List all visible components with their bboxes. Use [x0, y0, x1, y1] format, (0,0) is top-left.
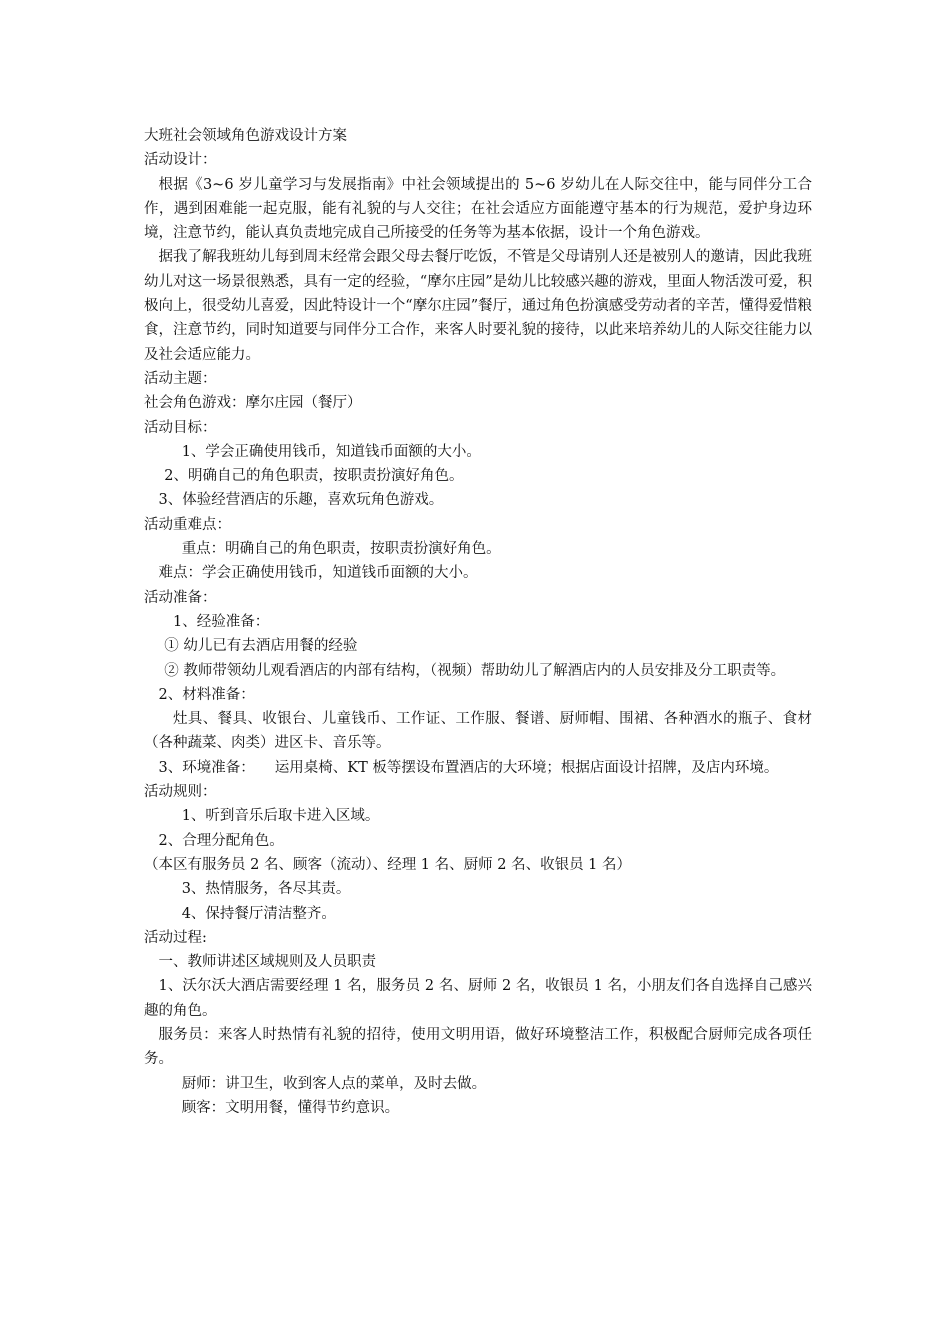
- process-step-1: 一、教师讲述区域规则及人员职责: [158, 954, 376, 971]
- prep-item-3-label: 3、环境准备：: [158, 759, 255, 776]
- rule-item-4: 4、保持餐厅清洁整齐。: [181, 905, 336, 922]
- goals-heading: 活动目标：: [144, 419, 217, 436]
- rules-heading: 活动规则：: [144, 784, 217, 801]
- prep-item-2-text: 灶具、餐具、收银台、儿童钱币、工作证、工作服、餐谱、厨师帽、围裙、各种酒水的瓶子、食材（各种蔬菜、肉类）进区卡、音乐等。: [144, 711, 812, 752]
- design-heading: 活动设计：: [144, 152, 217, 169]
- rule-item-2-detail: （本区有服务员 2 名、顾客（流动）、经理 1 名、厨师 2 名、收银员 1 名）: [144, 856, 632, 873]
- role-chef: 厨师：讲卫生，收到客人点的菜单，及时去做。: [181, 1075, 487, 1092]
- role-waiter: 服务员：来客人时热情有礼貌的招待，使用文明用语，做好环境整洁工作，积极配合厨师完成各项任务。: [144, 1026, 812, 1068]
- prep-item-2: 2、材料准备：: [158, 686, 255, 703]
- prep-item-1b: ② 教师带领幼儿观看酒店的内部有结构，（视频）帮助幼儿了解酒店内的人员安排及分工职责等。: [164, 662, 786, 679]
- prep-item-3: [144, 756, 812, 780]
- theme-text: 社会角色游戏：摩尔庄园（餐厅）: [144, 395, 362, 412]
- key-points-heading: 活动重难点：: [144, 516, 231, 533]
- design-paragraph-2: 据我了解我班幼儿每到周末经常会跟父母去餐厅吃饭，不管是父母请别人还是被别人的邀请，因此我班幼儿对这一场景很熟悉，具有一定的经验，“摩尔庄园”是幼儿比较感兴趣的游戏，里面人物活泼可爱，积极向上，很受幼儿喜爱，因此特设计一个“摩尔庄园”餐厅，通过角色扮演感受劳动者的辛苦，懂得爱惜粮食，注意节约，同时知道要与同伴分工合作，来客人时要礼貌的接待，以此来培养幼儿的人际交往能力以及社会适应能力。: [144, 249, 812, 363]
- document-body: [144, 124, 812, 1120]
- process-heading: 活动过程:: [144, 929, 207, 946]
- goal-item-2: 2、明确自己的角色职责，按职责扮演好角色。: [164, 468, 464, 485]
- prep-item-1a: ① 幼儿已有去酒店用餐的经验: [164, 638, 358, 655]
- preparation-heading: 活动准备：: [144, 589, 217, 606]
- document-title: 大班社会领域角色游戏设计方案: [144, 128, 347, 144]
- hard-point: 难点：学会正确使用钱币，知道钱币面额的大小。: [158, 565, 478, 582]
- key-point: 重点：明确自己的角色职责，按职责扮演好角色。: [181, 541, 501, 558]
- role-customer: 顾客：文明用餐，懂得节约意识。: [181, 1099, 400, 1116]
- prep-item-1: 1、经验准备：: [173, 613, 270, 630]
- goal-item-3: 3、体验经营酒店的乐趣，喜欢玩角色游戏。: [158, 492, 444, 509]
- theme-heading: 活动主题：: [144, 370, 217, 387]
- goal-item-1: 1、学会正确使用钱币，知道钱币面额的大小。: [181, 443, 481, 460]
- prep-item-3-text: 运用桌椅、KT 板等摆设布置酒店的大环境；根据店面设计招牌，及店内环境。: [274, 759, 779, 776]
- rule-item-3: 3、热情服务，各尽其责。: [181, 881, 351, 898]
- rule-item-2: 2、合理分配角色。: [158, 832, 284, 849]
- process-step-1-1: 1、沃尔沃大酒店需要经理 1 名，服务员 2 名、厨师 2 名，收银员 1 名，小朋友们各自选择自己感兴趣的角色。: [144, 978, 812, 1019]
- rule-item-1: 1、听到音乐后取卡进入区域。: [181, 808, 380, 825]
- design-paragraph-1: 根据《3~6 岁儿童学习与发展指南》中社会领域提出的 5~6 岁幼儿在人际交往中，能与同伴分工合作，遇到困难能一起克服，能有礼貌的与人交往；在社会适应方面能遵守基本的行为规范，爱护身边环境，注意节约，能认真负责地完成自己所接受的任务等为基本依据，设计一个角色游戏。: [144, 176, 812, 242]
